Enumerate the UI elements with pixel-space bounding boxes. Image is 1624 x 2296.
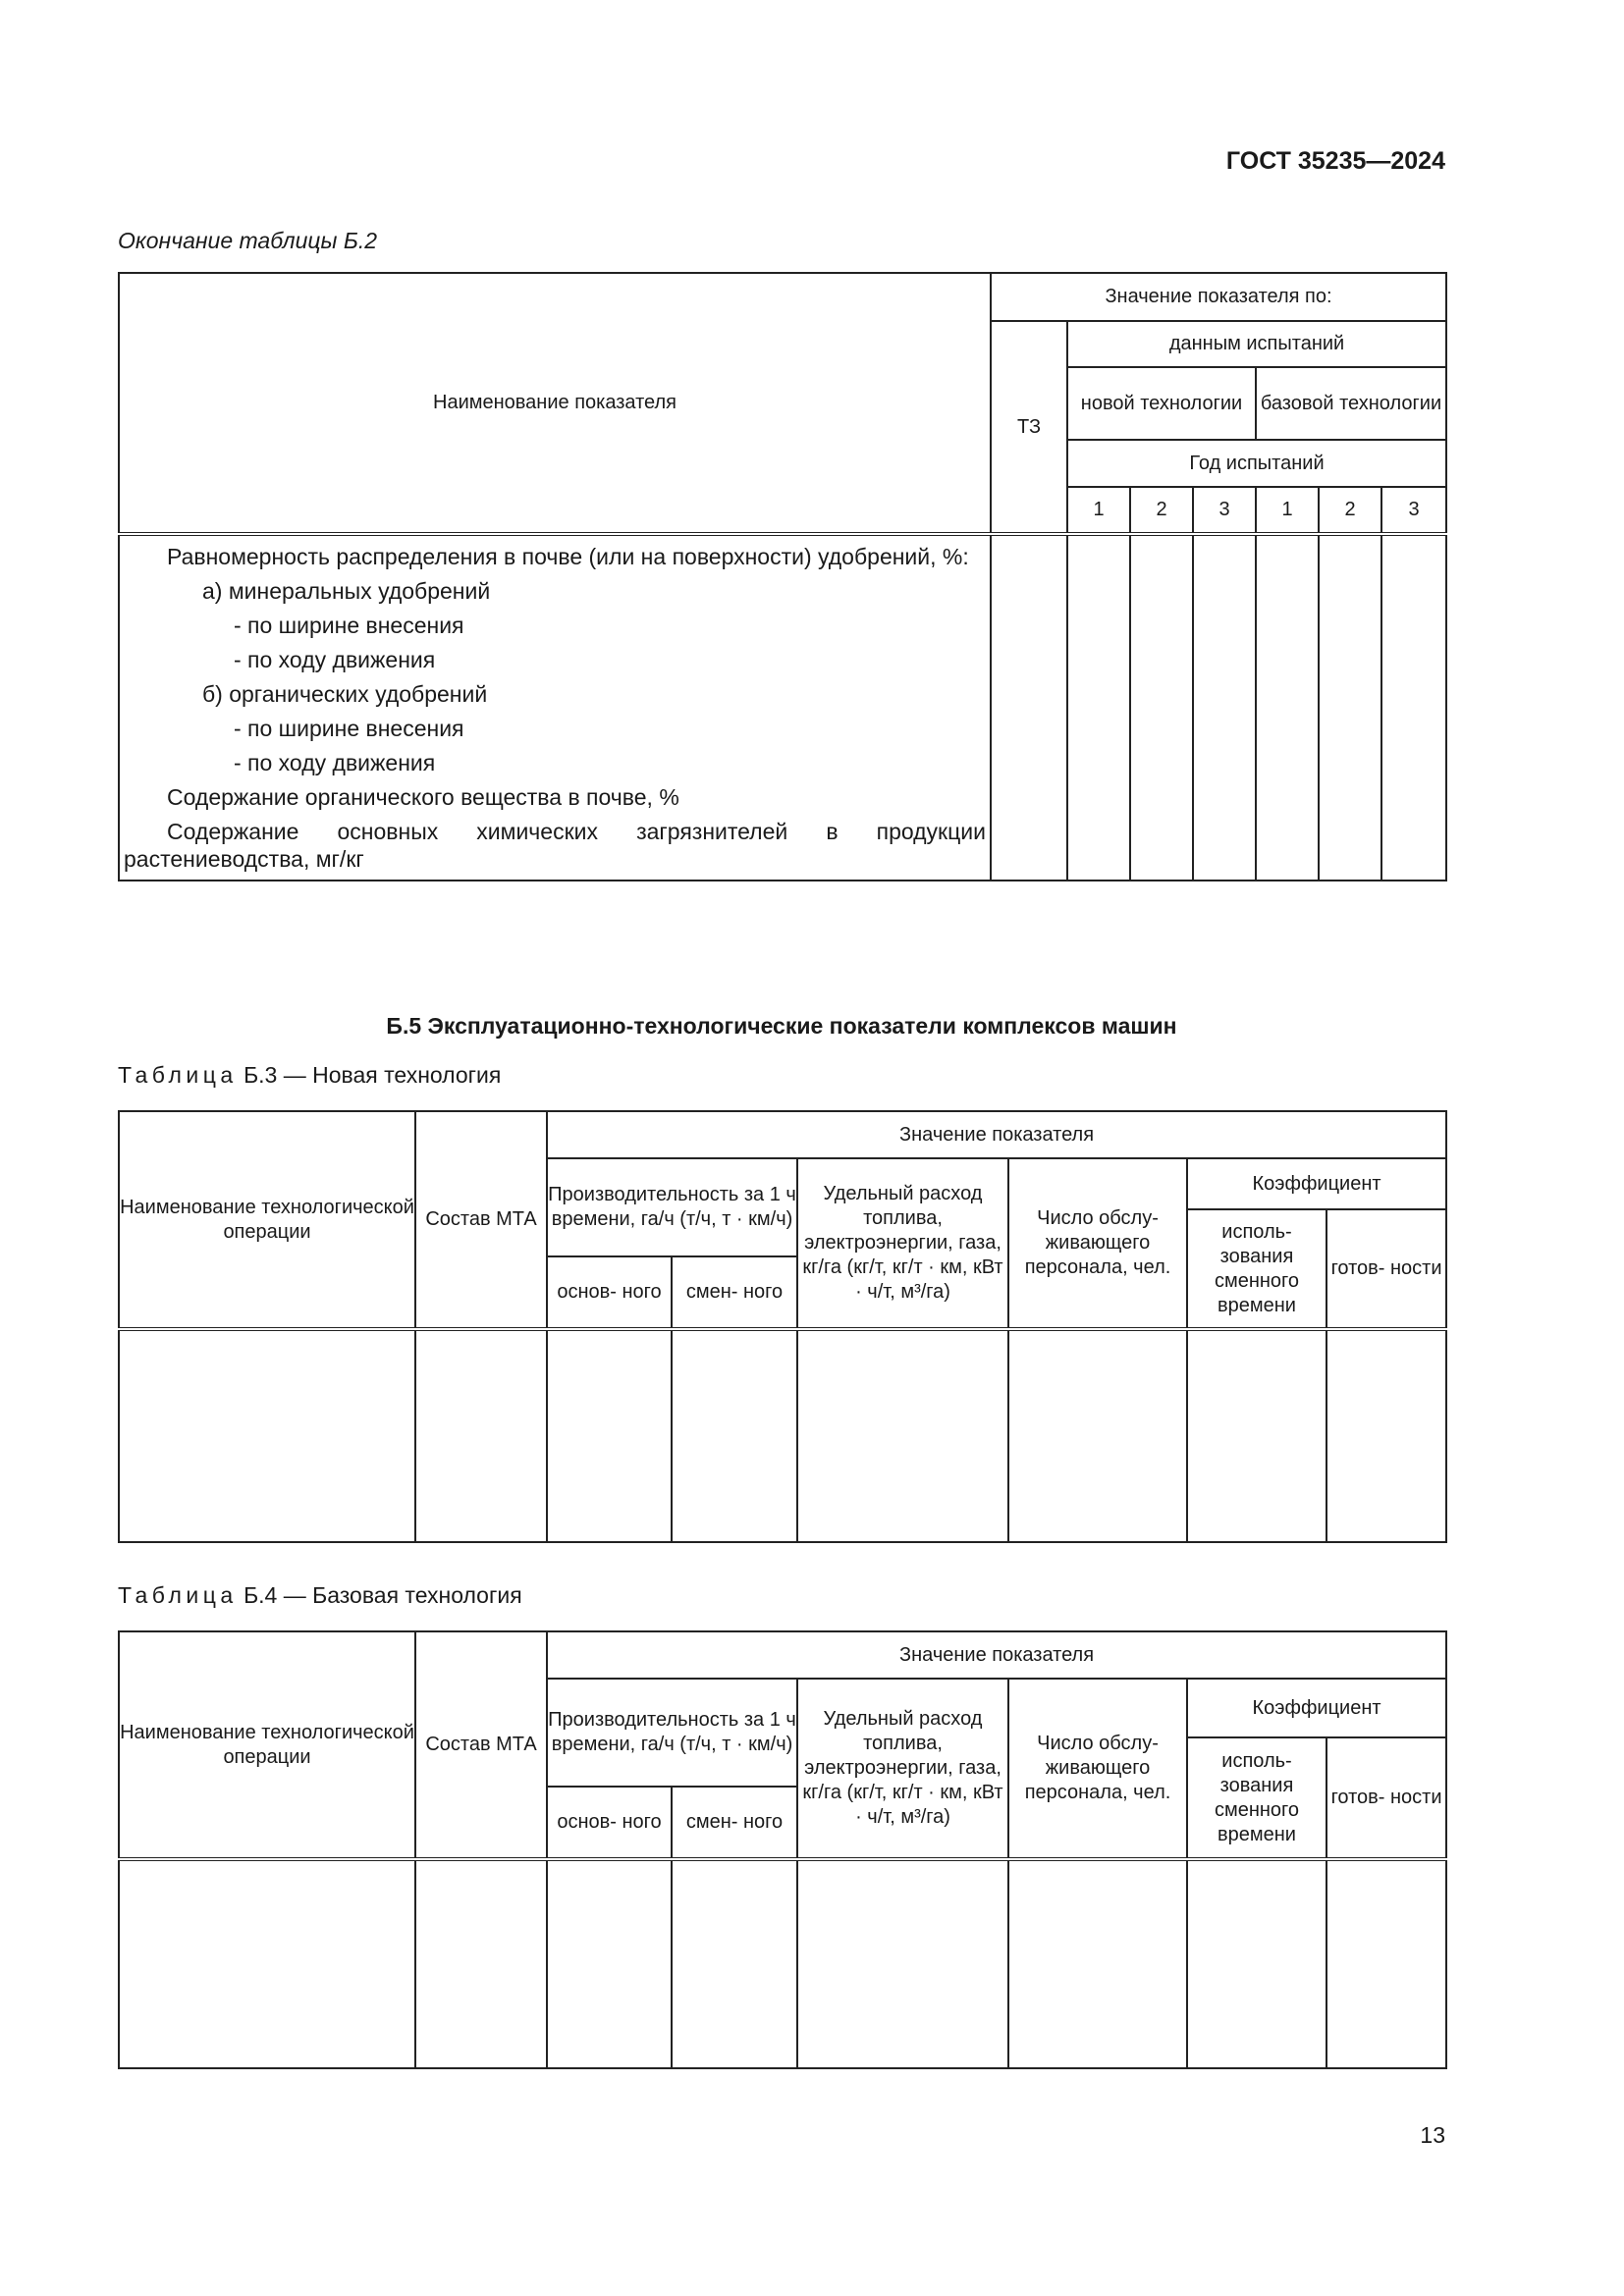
indicator-row: Содержание органического вещества в почве, % bbox=[167, 784, 679, 810]
header-operation: Наименование технологической операции bbox=[119, 1631, 415, 1859]
header-coef-usage: исполь- зования сменного времени bbox=[1187, 1209, 1326, 1329]
value-cell bbox=[672, 1859, 797, 2068]
value-cell bbox=[1008, 1329, 1187, 1542]
header-fuel-consumption: Удельный расход топлива, электроэнергии, газа, кг/га (кг/т, кг/т · км, кВт · ч/т, м³/га) bbox=[797, 1679, 1008, 1859]
value-cell bbox=[1130, 534, 1193, 881]
header-year-new: 1 bbox=[1067, 487, 1130, 534]
value-cell bbox=[119, 1859, 415, 2068]
header-year-base: 1 bbox=[1256, 487, 1319, 534]
table-caption-text: Б.3 — Новая технология bbox=[244, 1062, 502, 1088]
header-productivity: Производительность за 1 ч времени, га/ч (т/ч, т · км/ч) bbox=[547, 1679, 797, 1787]
header-coefficient: Коэффициент bbox=[1187, 1679, 1446, 1737]
value-cell bbox=[415, 1859, 547, 2068]
indicator-row: - по ширине внесения bbox=[234, 716, 464, 741]
indicator-row: - по ходу движения bbox=[234, 750, 436, 775]
header-shift-time: смен- ного bbox=[672, 1787, 797, 1859]
header-shift-time: смен- ного bbox=[672, 1256, 797, 1329]
table-b4-caption bbox=[118, 1582, 522, 1609]
value-cell bbox=[797, 1859, 1008, 2068]
indicator-row: Равномерность распределения в почве (или на поверхности) удобрений, %: bbox=[167, 544, 969, 569]
value-cell bbox=[672, 1329, 797, 1542]
value-cell bbox=[547, 1859, 672, 2068]
header-new-technology: новой технологии bbox=[1067, 367, 1256, 440]
section-title: Б.5 Эксплуатационно-технологические показатели комплексов машин bbox=[386, 1013, 1177, 1039]
value-cell bbox=[1187, 1859, 1326, 2068]
header-coef-readiness: готов- ности bbox=[1326, 1209, 1446, 1329]
header-operation: Наименование технологической операции bbox=[119, 1111, 415, 1329]
table-caption-text: Б.4 — Базовая технология bbox=[244, 1582, 522, 1608]
value-cell bbox=[547, 1329, 672, 1542]
table-b4 bbox=[118, 1630, 1447, 2069]
value-cell bbox=[415, 1329, 547, 1542]
value-cell bbox=[1067, 534, 1130, 881]
header-mta: Состав МТА bbox=[415, 1111, 547, 1329]
header-year-new: 2 bbox=[1130, 487, 1193, 534]
header-main-time: основ- ного bbox=[547, 1256, 672, 1329]
tz-value-cell bbox=[991, 534, 1067, 881]
value-cell bbox=[1193, 534, 1256, 881]
indicator-row: б) органических удобрений bbox=[202, 681, 488, 707]
header-coef-readiness: готов- ности bbox=[1326, 1737, 1446, 1859]
header-year-base: 3 bbox=[1381, 487, 1446, 534]
header-fuel-consumption: Удельный расход топлива, электроэнергии, газа, кг/га (кг/т, кг/т · км, кВт · ч/т, м³/га) bbox=[797, 1158, 1008, 1329]
page-number: 13 bbox=[1420, 2122, 1445, 2148]
header-test-year: Год испытаний bbox=[1067, 440, 1446, 487]
value-cell bbox=[1008, 1859, 1187, 2068]
header-staff-count: Число обслу- живающего персонала, чел. bbox=[1008, 1679, 1187, 1859]
header-productivity: Производительность за 1 ч времени, га/ч (т/ч, т · км/ч) bbox=[547, 1158, 797, 1256]
header-staff-count: Число обслу- живающего персонала, чел. bbox=[1008, 1158, 1187, 1329]
header-year-new: 3 bbox=[1193, 487, 1256, 534]
table-b2 bbox=[118, 272, 1447, 881]
value-cell bbox=[1256, 534, 1319, 881]
header-tz: ТЗ bbox=[991, 321, 1067, 534]
standard-code: ГОСТ 35235—2024 bbox=[1225, 147, 1445, 175]
header-test-data: данным испытаний bbox=[1067, 321, 1446, 367]
header-value-group: Значение показателя по: bbox=[991, 273, 1446, 321]
indicator-row: - по ширине внесения bbox=[234, 613, 464, 638]
value-cell bbox=[1326, 1859, 1446, 2068]
header-coefficient: Коэффициент bbox=[1187, 1158, 1446, 1209]
value-cell bbox=[1187, 1329, 1326, 1542]
table-b3 bbox=[118, 1110, 1447, 1543]
table-caption-word: Таблица bbox=[118, 1062, 238, 1088]
header-year-base: 2 bbox=[1319, 487, 1381, 534]
indicator-row: - по ходу движения bbox=[234, 647, 436, 672]
indicator-row: Содержание основных химических загрязнителей в продукции растениеводства, мг/кг bbox=[124, 819, 986, 872]
header-value-group: Значение показателя bbox=[547, 1111, 1446, 1158]
header-base-technology: базовой технологии bbox=[1256, 367, 1446, 440]
value-cell bbox=[1319, 534, 1381, 881]
value-cell bbox=[1326, 1329, 1446, 1542]
header-main-time: основ- ного bbox=[547, 1787, 672, 1859]
indicator-row: а) минеральных удобрений bbox=[202, 578, 491, 604]
header-mta: Состав МТА bbox=[415, 1631, 547, 1859]
table-b3-caption bbox=[118, 1062, 501, 1089]
table-continuation-label: Окончание таблицы Б.2 bbox=[118, 228, 378, 253]
indicator-list-cell bbox=[119, 534, 991, 881]
value-cell bbox=[1381, 534, 1446, 881]
header-value-group: Значение показателя bbox=[547, 1631, 1446, 1679]
value-cell bbox=[797, 1329, 1008, 1542]
value-cell bbox=[119, 1329, 415, 1542]
header-indicator-name: Наименование показателя bbox=[119, 273, 991, 534]
header-coef-usage: исполь- зования сменного времени bbox=[1187, 1737, 1326, 1859]
table-caption-word: Таблица bbox=[118, 1582, 238, 1608]
